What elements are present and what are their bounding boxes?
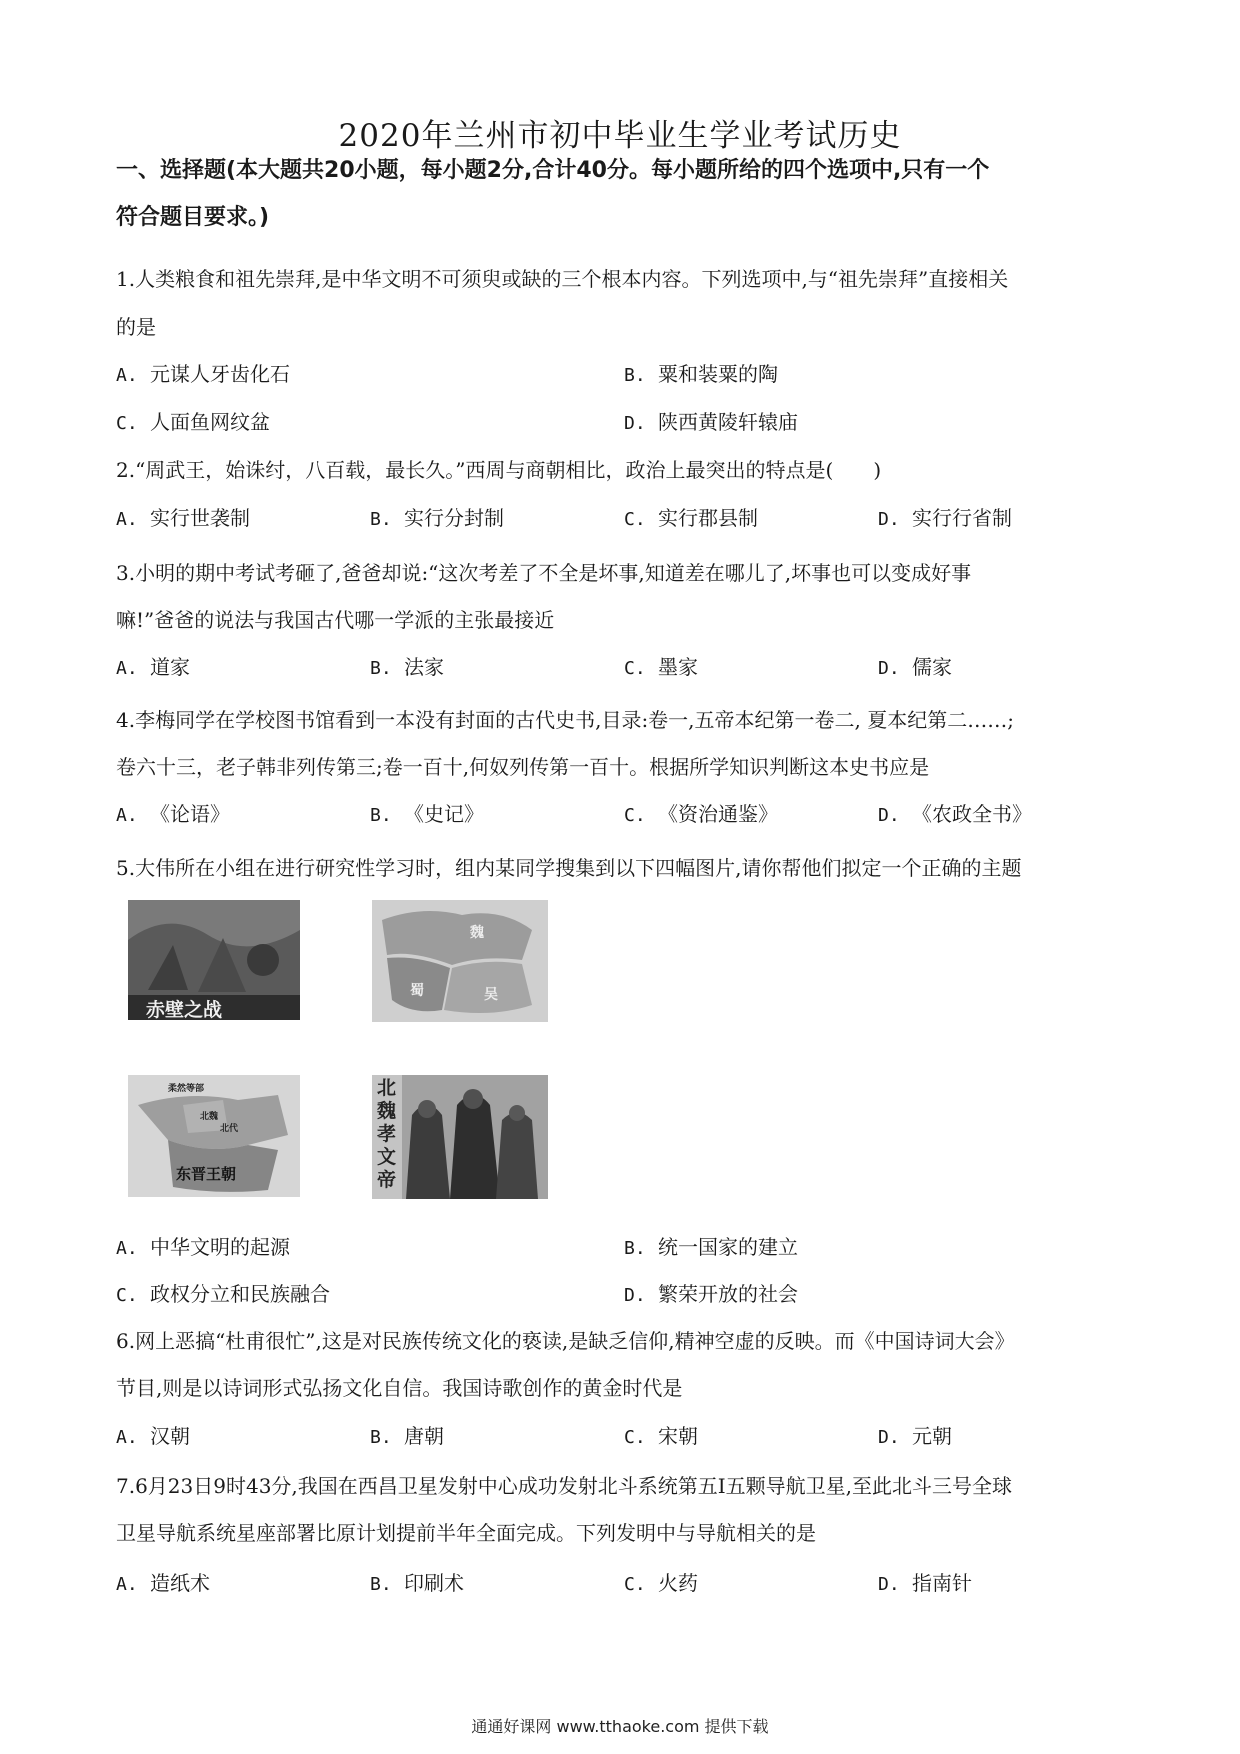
option-a: A. 中华文明的起源 bbox=[116, 1235, 290, 1259]
image-three-kingdoms-map bbox=[372, 900, 548, 1022]
question-4-line-2: 卷六十三，老子韩非列传第三;卷一百十,何奴列传第一百十。根据所学知识判断这本史书应是 bbox=[116, 755, 930, 779]
option-c: C. 《资治通鉴》 bbox=[624, 802, 778, 826]
option-b: B. 唐朝 bbox=[370, 1424, 444, 1448]
option-a: A. 汉朝 bbox=[116, 1424, 190, 1448]
question-2-options bbox=[116, 503, 1136, 533]
option-c: C. 实行郡县制 bbox=[624, 506, 758, 530]
image-3-caption: 东晋王朝 bbox=[176, 1165, 237, 1183]
option-d: D. 儒家 bbox=[878, 655, 952, 679]
option-d: D. 实行行省制 bbox=[878, 506, 1012, 530]
image-eastern-jin-map bbox=[128, 1075, 300, 1197]
option-a: A. 造纸术 bbox=[116, 1571, 210, 1595]
map-label-wei: 魏 bbox=[470, 925, 484, 941]
question-5-options-row-1 bbox=[116, 1232, 1136, 1262]
map-label-wu: 吴 bbox=[484, 987, 498, 1003]
three-kingdoms-map-graphic bbox=[372, 900, 548, 1022]
map-label-rouran: 柔然等部 bbox=[168, 1084, 205, 1094]
option-a: A. 道家 bbox=[116, 655, 190, 679]
image-chibi-battle bbox=[128, 900, 300, 1020]
map-label-shu: 蜀 bbox=[410, 983, 424, 999]
option-d: D. 陕西黄陵轩辕庙 bbox=[624, 410, 798, 434]
map-label-beidai: 北代 bbox=[220, 1124, 239, 1134]
question-4-line-1: 4.李梅同学在学校图书馆看到一本没有封面的古代史书,目录:卷一,五帝本纪第一卷二, 夏本纪第二……; bbox=[116, 708, 1014, 732]
option-b: B. 统一国家的建立 bbox=[624, 1235, 798, 1259]
option-b: B. 《史记》 bbox=[370, 802, 484, 826]
question-2-line-1: 2.“周武王，始诛纣，八百载，最长久。”西周与商朝相比，政治上最突出的特点是( ) bbox=[116, 458, 882, 482]
question-6-line-2: 节目,则是以诗词形式弘扬文化自信。我国诗歌创作的黄金时代是 bbox=[116, 1376, 683, 1400]
question-4-options bbox=[116, 799, 1136, 829]
option-d: D. 繁荣开放的社会 bbox=[624, 1282, 798, 1306]
question-6-line-1: 6.网上恶搞“杜甫很忙”,这是对民族传统文化的亵读,是缺乏信仰,精神空虚的反映。而《中国诗词大会》 bbox=[116, 1329, 1015, 1353]
question-3-line-2: 嘛!”爸爸的说法与我国古代哪一学派的主张最接近 bbox=[116, 608, 555, 632]
option-c: C. 人面鱼网纹盆 bbox=[116, 410, 270, 434]
page-title: 2020年兰州市初中毕业生学业考试历史 bbox=[338, 118, 902, 154]
map-label-beiwei: 北魏 bbox=[200, 1112, 219, 1122]
image-emperor-xiaowen bbox=[372, 1075, 548, 1199]
option-b: B. 粟和装粟的陶 bbox=[624, 362, 778, 386]
option-b: B. 印刷术 bbox=[370, 1571, 464, 1595]
question-1-options-row-1 bbox=[116, 359, 1136, 389]
image-1-caption: 赤壁之战 bbox=[146, 999, 223, 1020]
section-heading-line-1: 一、选择题(本大题共20小题，每小题2分,合计40分。每小题所给的四个选项中,只有一个 bbox=[116, 158, 990, 183]
page-footer: 通通好课网 www.tthaoke.com 提供下载 bbox=[471, 1717, 769, 1736]
question-7-line-2: 卫星导航系统星座部署比原计划提前半年全面完成。下列发明中与导航相关的是 bbox=[116, 1521, 816, 1545]
option-a: A. 实行世袭制 bbox=[116, 506, 250, 530]
image-4-caption: 北魏孝文帝 bbox=[377, 1077, 397, 1191]
question-1-line-2: 的是 bbox=[116, 315, 156, 339]
question-1-line-1: 1.人类粮食和祖先崇拜,是中华文明不可须臾或缺的三个根本内容。下列选项中,与“祖先崇拜”直接相关 bbox=[116, 267, 1009, 291]
option-a: A. 元谋人牙齿化石 bbox=[116, 362, 290, 386]
question-7-line-1: 7.6月23日9时43分,我国在西昌卫星发射中心成功发射北斗系统第五Ⅰ五颗导航卫星,至此北斗三号全球 bbox=[116, 1474, 1013, 1498]
option-d: D. 元朝 bbox=[878, 1424, 952, 1448]
option-b: B. 实行分封制 bbox=[370, 506, 504, 530]
question-6-options bbox=[116, 1421, 1136, 1451]
option-a: A. 《论语》 bbox=[116, 802, 230, 826]
question-7-options bbox=[116, 1568, 1136, 1598]
option-c: C. 火药 bbox=[624, 1571, 698, 1595]
option-c: C. 政权分立和民族融合 bbox=[116, 1282, 330, 1306]
question-3-options bbox=[116, 652, 1136, 682]
question-1-options-row-2 bbox=[116, 407, 1136, 437]
question-5-options-row-2 bbox=[116, 1279, 1136, 1309]
option-b: B. 法家 bbox=[370, 655, 444, 679]
option-c: C. 宋朝 bbox=[624, 1424, 698, 1448]
option-d: D. 《农政全书》 bbox=[878, 802, 1032, 826]
question-5-line-1: 5.大伟所在小组在进行研究性学习时，组内某同学搜集到以下四幅图片,请你帮他们拟定一个正确的主题 bbox=[116, 856, 1022, 880]
option-c: C. 墨家 bbox=[624, 655, 698, 679]
section-heading-line-2: 符合题目要求。) bbox=[116, 205, 270, 230]
question-3-line-1: 3.小明的期中考试考砸了,爸爸却说:“这次考差了不全是坏事,知道差在哪儿了,坏事也可以变成好事 bbox=[116, 561, 972, 585]
option-d: D. 指南针 bbox=[878, 1571, 972, 1595]
